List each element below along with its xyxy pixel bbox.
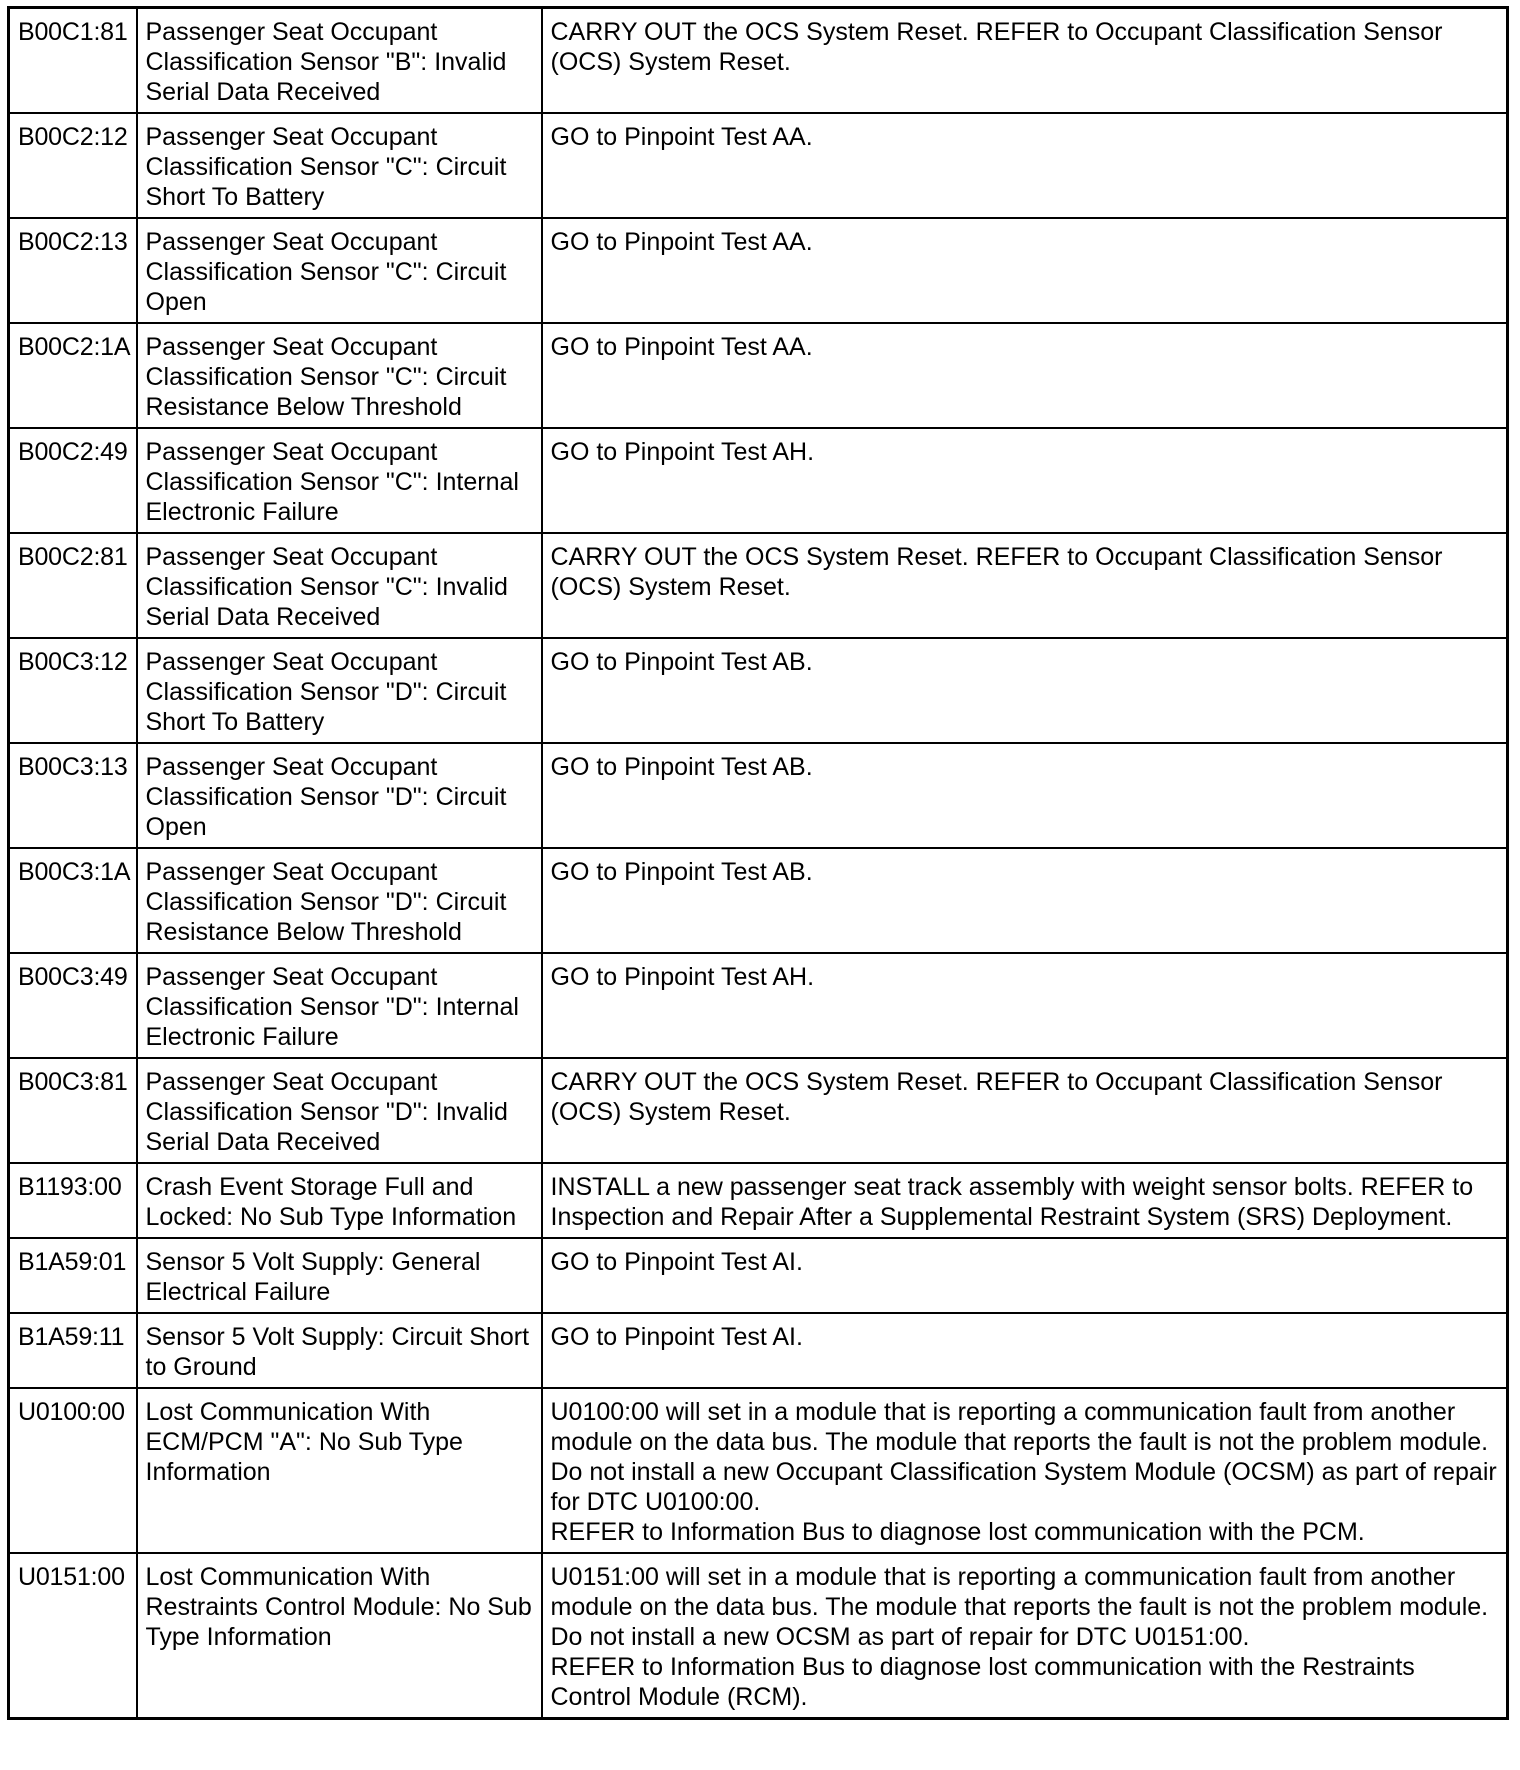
dtc-description-cell [137,1313,542,1388]
dtc-action-line: GO to Pinpoint Test AH. [550,963,815,991]
dtc-action-cell [542,8,1508,114]
dtc-description-line: Classification Sensor "D": Circuit [145,783,507,811]
dtc-action-line: GO to Pinpoint Test AA. [550,333,813,361]
table-row [9,113,1508,218]
dtc-action-line: (OCS) System Reset. [550,1098,791,1126]
dtc-code-cell: B1A59:11 [9,1313,137,1388]
dtc-description-line: Serial Data Received [145,1128,381,1156]
dtc-description-cell [137,1058,542,1163]
table-row [9,8,1508,114]
dtc-code-cell: B00C3:1A [9,848,137,953]
dtc-description-cell [137,533,542,638]
dtc-code-cell: B00C3:49 [9,953,137,1058]
dtc-description-line: Resistance Below Threshold [145,918,462,946]
dtc-action-line: Control Module (RCM). [550,1683,808,1711]
dtc-description-line: Open [145,813,207,841]
dtc-description-cell [137,1163,542,1238]
dtc-description-line: Passenger Seat Occupant [145,753,438,781]
dtc-description-cell [137,848,542,953]
dtc-description-line: to Ground [145,1353,257,1381]
dtc-action-cell [542,428,1508,533]
dtc-table [7,6,1509,1720]
dtc-description-line: Passenger Seat Occupant [145,543,438,571]
dtc-code-cell: B00C3:81 [9,1058,137,1163]
table-row [9,428,1508,533]
dtc-description-line: Classification Sensor "B": Invalid [145,48,507,76]
dtc-description-line: Passenger Seat Occupant [145,858,438,886]
table-row [9,1388,1508,1553]
dtc-code-cell: B00C2:13 [9,218,137,323]
dtc-action-line: GO to Pinpoint Test AI. [550,1248,803,1276]
dtc-action-line: GO to Pinpoint Test AB. [550,648,813,676]
table-row [9,1313,1508,1388]
dtc-description-line: Classification Sensor "C": Circuit [145,153,507,181]
dtc-description-line: Classification Sensor "C": Invalid [145,573,508,601]
dtc-description-cell [137,743,542,848]
dtc-action-cell [542,638,1508,743]
dtc-code-cell: B00C2:12 [9,113,137,218]
dtc-description-line: Short To Battery [145,708,325,736]
dtc-code-cell: B00C2:81 [9,533,137,638]
dtc-action-line: REFER to Information Bus to diagnose lost communication with the Restraints [550,1653,1415,1681]
table-row [9,1553,1508,1719]
dtc-description-line: Passenger Seat Occupant [145,648,438,676]
dtc-action-line: Do not install a new Occupant Classification System Module (OCSM) as part of repair [550,1458,1497,1486]
dtc-action-cell [542,113,1508,218]
dtc-description-cell [137,1238,542,1313]
dtc-action-cell [542,1388,1508,1553]
dtc-description-line: Lost Communication With [145,1398,431,1426]
dtc-description-line: Classification Sensor "D": Circuit [145,888,507,916]
dtc-description-line: Electrical Failure [145,1278,331,1306]
dtc-description-cell [137,428,542,533]
dtc-description-line: Classification Sensor "D": Internal [145,993,519,1021]
dtc-description-cell [137,323,542,428]
dtc-description-line: Crash Event Storage Full and [145,1173,474,1201]
dtc-code-cell: B00C2:49 [9,428,137,533]
dtc-action-cell [542,323,1508,428]
dtc-description-line: Locked: No Sub Type Information [145,1203,517,1231]
dtc-description-line: Lost Communication With [145,1563,431,1591]
dtc-action-cell [542,533,1508,638]
dtc-action-cell [542,1163,1508,1238]
dtc-description-cell [137,1388,542,1553]
dtc-description-line: Classification Sensor "D": Circuit [145,678,507,706]
dtc-action-line: module on the data bus. The module that reports the fault is not the problem module. [550,1593,1489,1621]
dtc-description-line: Serial Data Received [145,603,381,631]
dtc-description-line: Classification Sensor "C": Internal [145,468,519,496]
dtc-description-line: Passenger Seat Occupant [145,1068,438,1096]
dtc-description-line: Passenger Seat Occupant [145,123,438,151]
dtc-description-cell [137,218,542,323]
dtc-action-line: INSTALL a new passenger seat track assembly with weight sensor bolts. REFER to [550,1173,1474,1201]
dtc-description-line: Passenger Seat Occupant [145,438,438,466]
table-row [9,743,1508,848]
table-row [9,533,1508,638]
dtc-code-cell: B00C2:1A [9,323,137,428]
dtc-description-line: Sensor 5 Volt Supply: General [145,1248,481,1276]
dtc-code-cell: B00C3:12 [9,638,137,743]
dtc-action-line: GO to Pinpoint Test AA. [550,123,813,151]
dtc-description-cell [137,953,542,1058]
dtc-action-line: CARRY OUT the OCS System Reset. REFER to Occupant Classification Sensor [550,18,1443,46]
table-row [9,638,1508,743]
dtc-action-line: GO to Pinpoint Test AB. [550,753,813,781]
dtc-code-cell: B00C3:13 [9,743,137,848]
dtc-code-cell: B1A59:01 [9,1238,137,1313]
table-row [9,323,1508,428]
dtc-description-cell [137,1553,542,1719]
dtc-action-cell [542,1553,1508,1719]
dtc-description-line: Electronic Failure [145,1023,339,1051]
dtc-action-cell [542,953,1508,1058]
dtc-action-cell [542,218,1508,323]
dtc-action-line: (OCS) System Reset. [550,573,791,601]
table-row [9,1238,1508,1313]
dtc-description-line: Short To Battery [145,183,325,211]
dtc-description-line: Resistance Below Threshold [145,393,462,421]
dtc-description-cell [137,8,542,114]
dtc-action-line: GO to Pinpoint Test AI. [550,1323,803,1351]
dtc-description-line: Classification Sensor "C": Circuit [145,363,507,391]
dtc-code-cell: U0151:00 [9,1553,137,1719]
dtc-action-line: GO to Pinpoint Test AH. [550,438,815,466]
dtc-description-line: Passenger Seat Occupant [145,18,438,46]
dtc-description-line: Passenger Seat Occupant [145,228,438,256]
dtc-description-line: Electronic Failure [145,498,339,526]
dtc-description-line: Open [145,288,207,316]
dtc-description-line: Sensor 5 Volt Supply: Circuit Short [145,1323,530,1351]
dtc-description-line: Classification Sensor "D": Invalid [145,1098,508,1126]
dtc-action-cell [542,848,1508,953]
dtc-action-line: U0100:00 will set in a module that is reporting a communication fault from another [550,1398,1456,1426]
dtc-table-body [9,8,1508,1719]
dtc-description-line: Classification Sensor "C": Circuit [145,258,507,286]
dtc-action-cell [542,1238,1508,1313]
dtc-description-line: Passenger Seat Occupant [145,333,438,361]
dtc-description-cell [137,113,542,218]
dtc-action-line: CARRY OUT the OCS System Reset. REFER to Occupant Classification Sensor [550,543,1443,571]
dtc-description-line: Restraints Control Module: No Sub [145,1593,532,1621]
dtc-description-cell [137,638,542,743]
dtc-code-cell: B1193:00 [9,1163,137,1238]
dtc-code-cell: U0100:00 [9,1388,137,1553]
dtc-code-cell: B00C1:81 [9,8,137,114]
dtc-action-line: (OCS) System Reset. [550,48,791,76]
dtc-action-cell [542,1058,1508,1163]
table-row [9,1163,1508,1238]
dtc-action-cell [542,743,1508,848]
dtc-description-line: Passenger Seat Occupant [145,963,438,991]
dtc-action-line: module on the data bus. The module that reports the fault is not the problem module. [550,1428,1489,1456]
table-row [9,848,1508,953]
dtc-action-line: U0151:00 will set in a module that is reporting a communication fault from another [550,1563,1456,1591]
dtc-action-cell [542,1313,1508,1388]
dtc-action-line: CARRY OUT the OCS System Reset. REFER to Occupant Classification Sensor [550,1068,1443,1096]
dtc-description-line: Serial Data Received [145,78,381,106]
dtc-action-line: Inspection and Repair After a Supplemental Restraint System (SRS) Deployment. [550,1203,1453,1231]
dtc-description-line: Information [145,1458,271,1486]
dtc-action-line: GO to Pinpoint Test AA. [550,228,813,256]
dtc-action-line: GO to Pinpoint Test AB. [550,858,813,886]
table-row [9,1058,1508,1163]
dtc-action-line: REFER to Information Bus to diagnose lost communication with the PCM. [550,1518,1365,1546]
dtc-description-line: Type Information [145,1623,332,1651]
table-row [9,218,1508,323]
dtc-description-line: ECM/PCM "A": No Sub Type [145,1428,463,1456]
dtc-action-line: for DTC U0100:00. [550,1488,761,1516]
table-row [9,953,1508,1058]
dtc-action-line: Do not install a new OCSM as part of repair for DTC U0151:00. [550,1623,1250,1651]
